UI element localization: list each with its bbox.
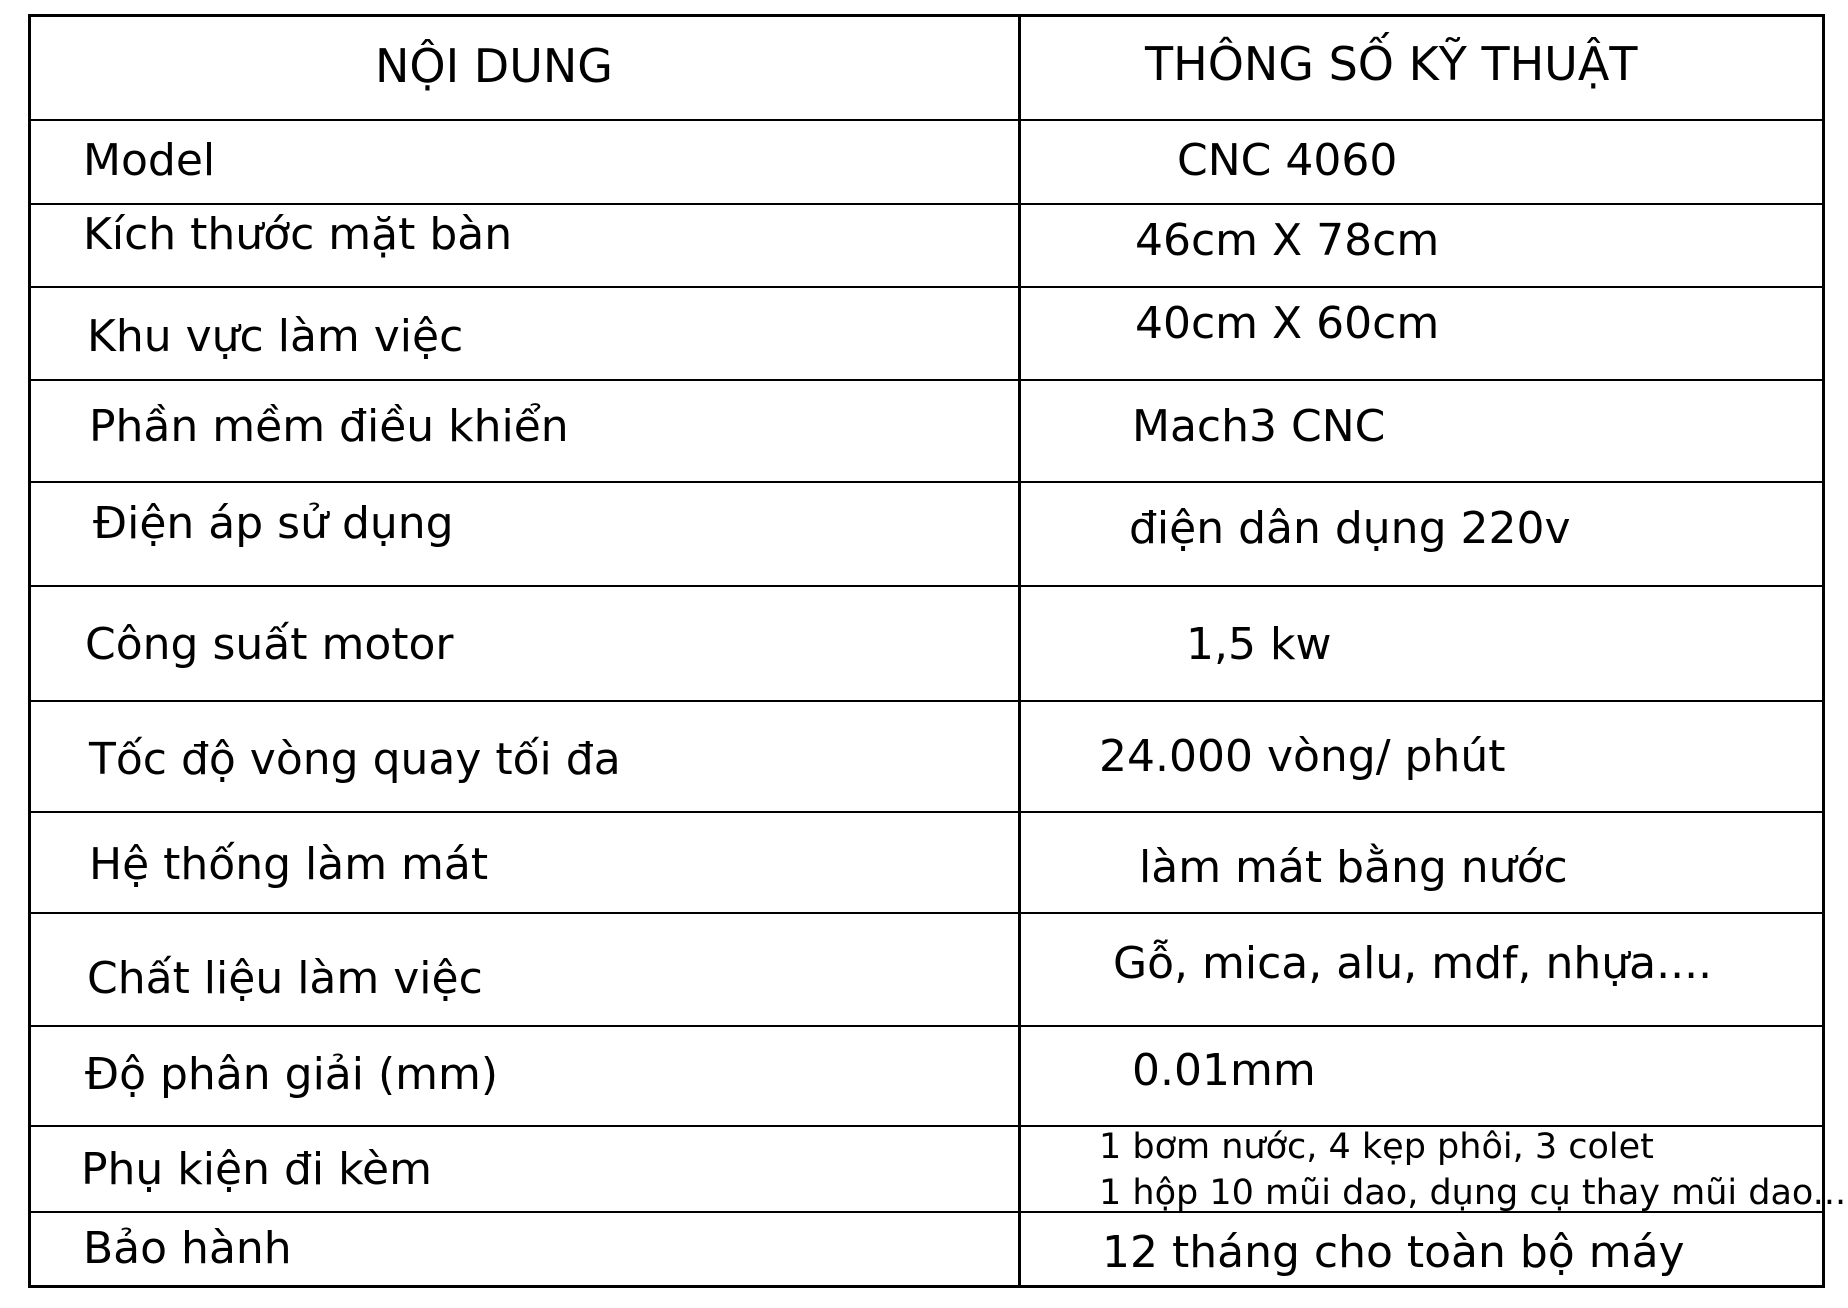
- row-label: Hệ thống làm mát: [89, 839, 489, 890]
- table-row: [31, 483, 1822, 587]
- table-row: [31, 587, 1822, 702]
- row-label: Model: [83, 135, 216, 186]
- row-value: 24.000 vòng/ phút: [1099, 731, 1506, 782]
- row-value-line2: 1 hộp 10 mũi dao, dụng cụ thay mũi dao...: [1099, 1173, 1847, 1213]
- row-value: điện dân dụng 220v: [1129, 503, 1571, 554]
- table-row: [31, 914, 1822, 1027]
- row-label: Phần mềm điều khiển: [89, 401, 569, 452]
- row-value-line1: 1 bơm nước, 4 kẹp phôi, 3 colet: [1099, 1127, 1654, 1167]
- row-label: Công suất motor: [85, 619, 454, 670]
- table-row: [31, 1127, 1847, 1213]
- row-label: Độ phân giải (mm): [85, 1049, 499, 1100]
- row-value: 0.01mm: [1132, 1045, 1316, 1096]
- spec-table: [28, 14, 1847, 1288]
- row-label: Điện áp sử dụng: [93, 498, 454, 549]
- table-row: [31, 1027, 1822, 1127]
- table-row: [31, 702, 1822, 813]
- table-row: [31, 205, 1822, 288]
- table-row: [31, 813, 1822, 914]
- table-header-row: [31, 17, 1822, 121]
- row-label: Kích thước mặt bàn: [83, 209, 513, 260]
- row-value: 46cm X 78cm: [1135, 215, 1440, 266]
- table-row: [31, 288, 1822, 381]
- row-label: Khu vực làm việc: [87, 311, 464, 362]
- row-value: CNC 4060: [1177, 135, 1398, 186]
- row-value: Mach3 CNC: [1132, 401, 1386, 452]
- row-value: 40cm X 60cm: [1135, 298, 1440, 349]
- row-value: 1,5 kw: [1186, 619, 1332, 670]
- header-col-content: NỘI DUNG: [375, 39, 613, 93]
- header-col-specs: THÔNG SỐ KỸ THUẬT: [1145, 37, 1638, 91]
- row-value: 12 tháng cho toàn bộ máy: [1102, 1227, 1685, 1278]
- row-label: Phụ kiện đi kèm: [81, 1144, 432, 1195]
- row-value: làm mát bằng nước: [1139, 842, 1568, 893]
- table-row: [31, 381, 1822, 483]
- row-label: Bảo hành: [83, 1223, 292, 1274]
- table-row: [31, 1213, 1822, 1291]
- table-row: [31, 121, 1822, 205]
- row-label: Chất liệu làm việc: [87, 953, 483, 1004]
- row-value: Gỗ, mica, alu, mdf, nhựa....: [1113, 938, 1713, 989]
- row-label: Tốc độ vòng quay tối đa: [89, 734, 621, 785]
